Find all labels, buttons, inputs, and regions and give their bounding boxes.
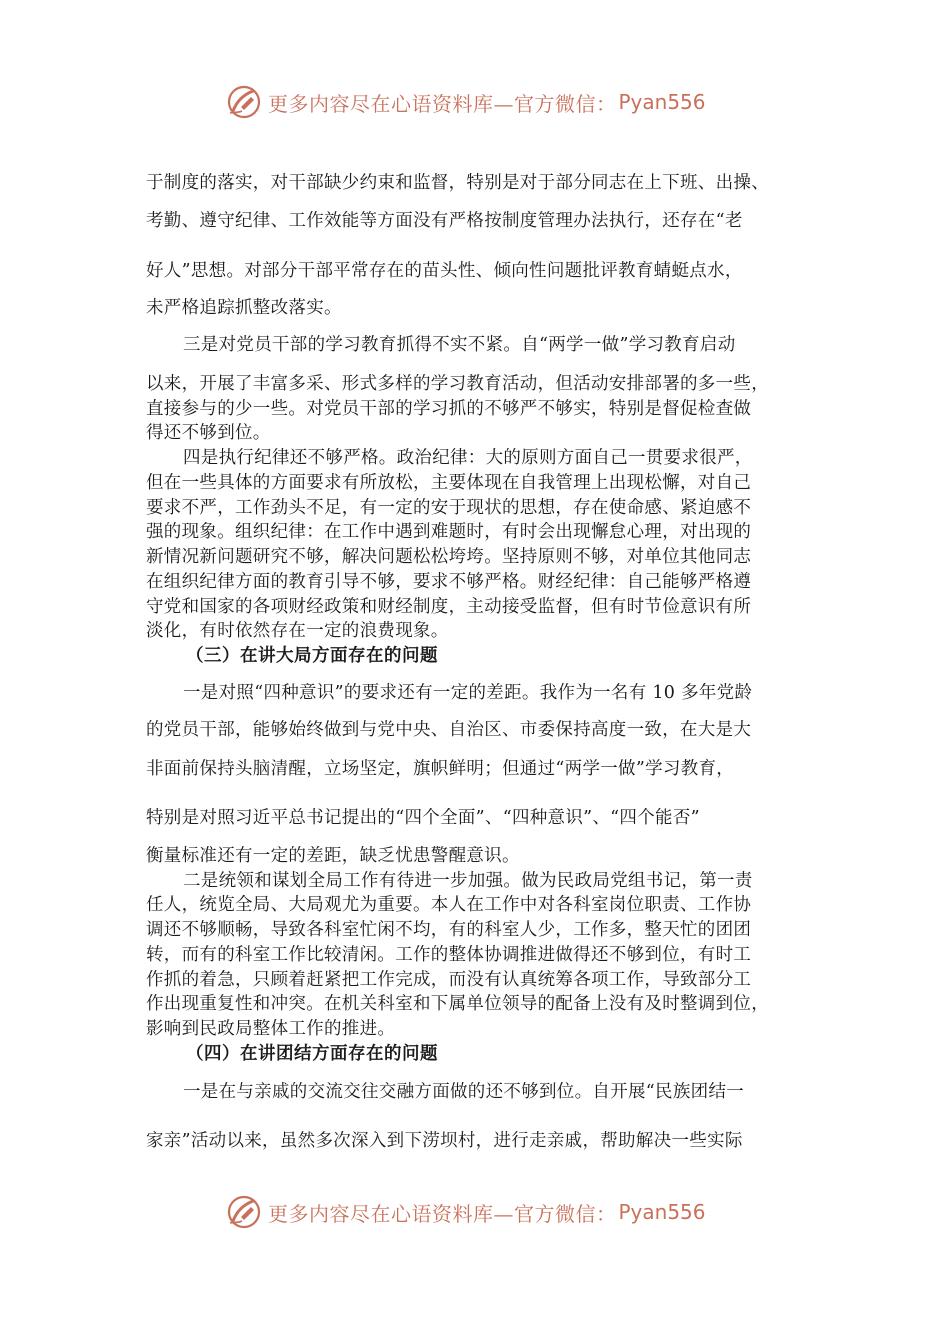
text-line: 影响到民政局整体工作的推进。 [146, 1019, 396, 1039]
text-line: 于制度的落实，对干部缺少约束和监督，特别是对于部分同志在上下班、出操、 [146, 173, 769, 193]
text-line: 任人，统览全局、大局观尤为重要。本人在工作中对各科室岗位职责、工作协 [146, 895, 752, 915]
text-line: 考勤、遵守纪律、工作效能等方面没有严格按制度管理办法执行，还存在“老 [146, 211, 743, 231]
text-line: 作抓的着急，只顾着赶紧把工作完成，而没有认真统筹各项工作，导致部分工 [146, 970, 752, 990]
section-heading: （四）在讲团结方面存在的问题 [186, 1044, 438, 1064]
text-line: 调还不够顺畅，导致各科室忙闲不均，有的科室人少，工作多，整天忙的团团 [146, 920, 752, 940]
banner-wechat-id: Pyan556 [618, 90, 706, 114]
text-line: 一是对照“四种意识”的要求还有一定的差距。我作为一名有 10 多年党龄 [183, 683, 753, 703]
text-line: 转，而有的科室工作比较清闲。工作的整体协调推进做得还不够到位，有时工 [146, 945, 752, 965]
text-line: 守党和国家的各项财经政策和财经制度，主动接受监督，但有时节俭意识有所 [146, 597, 752, 617]
text-line: 淡化，有时依然存在一定的浪费现象。 [146, 621, 449, 641]
text-line: 作出现重复性和冲突。在机关科室和下属单位领导的配备上没有及时整调到位， [146, 994, 769, 1014]
text-line: 非面前保持头脑清醒，立场坚定，旗帜鲜明；但通过“两学一做”学习教育， [146, 759, 735, 779]
text-line: 三是对党员干部的学习教育抓得不实不紧。自“两学一做”学习教育启动 [183, 335, 736, 355]
text-line: 四是执行纪律还不够严格。政治纪律：大的原则方面自己一贯要求很严， [183, 448, 753, 468]
text-line: 强的现象。组织纪律：在工作中遇到难题时，有时会出现懈怠心理，对出现的 [146, 522, 752, 542]
section-heading: （三）在讲大局方面存在的问题 [186, 646, 438, 666]
banner-wechat-id: Pyan556 [618, 1200, 706, 1224]
text-line: 以来，开展了丰富多采、形式多样的学习教育活动，但活动安排部署的多一些， [146, 374, 769, 394]
writing-hand-logo-icon [224, 82, 264, 122]
header-banner-content [224, 78, 706, 126]
text-line: 二是统领和谋划全局工作有待进一步加强。做为民政局党组书记，第一责 [183, 871, 753, 891]
text-line: 要求不严，工作劲头不足，有一定的安于现状的思想，存在使命感、紧迫感不 [146, 498, 752, 518]
text-line: 未严格追踪抓整改落实。 [146, 298, 342, 318]
text-line: 家亲”活动以来，虽然多次深入到下涝坝村，进行走亲戚，帮助解决一些实际 [146, 1131, 743, 1151]
banner-text: 更多内容尽在心语资料库—官方微信： [268, 91, 617, 116]
text-line: 得还不够到位。 [146, 423, 271, 443]
text-line: 但在一些具体的方面要求有所放松，主要体现在自我管理上出现松懈，对自己 [146, 473, 752, 493]
text-line: 好人”思想。对部分干部平常存在的苗头性、倾向性问题批评教育蜻蜓点水， [146, 261, 743, 281]
header-banner [0, 78, 950, 126]
text-line: 在组织纪律方面的教育引导不够，要求不够严格。财经纪律：自己能够严格遵 [146, 572, 752, 592]
banner-text: 更多内容尽在心语资料库—官方微信： [268, 1201, 617, 1226]
text-line: 特别是对照习近平总书记提出的“四个全面”、“四种意识”、“四个能否” [146, 808, 700, 828]
text-line: 一是在与亲戚的交流交往交融方面做的还不够到位。自开展“民族团结一 [183, 1082, 745, 1102]
text-line: 衡量标准还有一定的差距，缺乏忧患警醒意识。 [146, 846, 520, 866]
writing-hand-logo-icon [224, 1192, 264, 1232]
footer-banner-content [224, 1188, 706, 1236]
text-line: 直接参与的少一些。对党员干部的学习抓的不够严不够实，特别是督促检查做 [146, 399, 752, 419]
text-line: 新情况新问题研究不够，解决问题松松垮垮。坚持原则不够，对单位其他同志 [146, 547, 752, 567]
footer-banner [0, 1188, 950, 1236]
text-line: 的党员干部，能够始终做到与党中央、自治区、市委保持高度一致，在大是大 [146, 720, 752, 740]
